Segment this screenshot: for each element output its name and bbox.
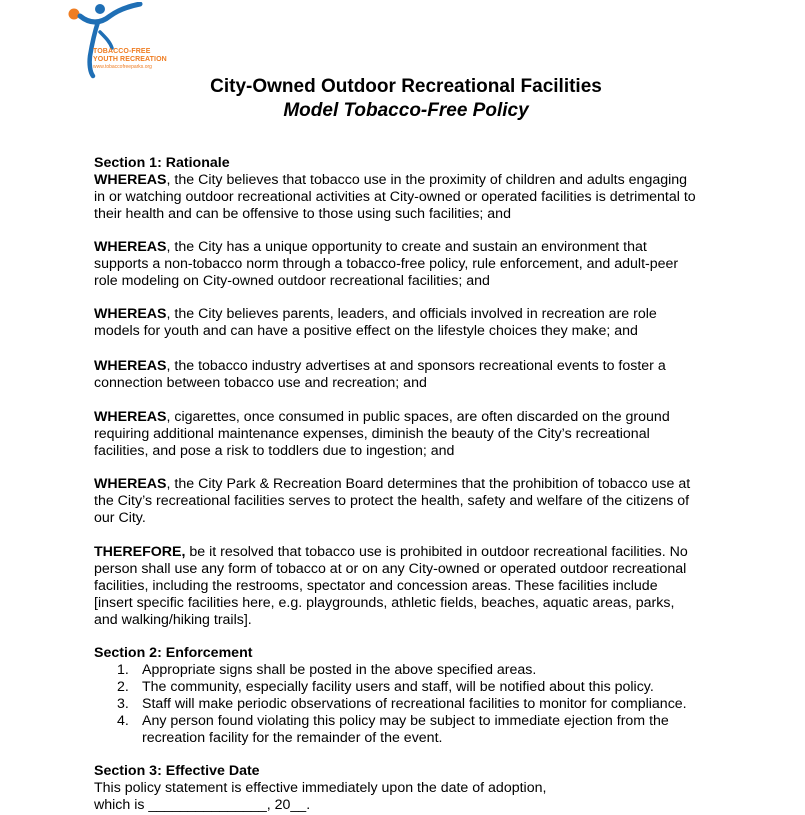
section-2	[94, 645, 252, 662]
section-2-heading: Section 2: Enforcement	[94, 645, 253, 661]
paragraph-3-line-1: WHEREAS, the City believes parents, leaders, and officials involved in recreation are role	[94, 306, 657, 322]
paragraph-5-line-2: requiring additional maintenance expenses, diminish the beauty of the City’s recreational	[94, 426, 650, 442]
logo-brand-text: TOBACCO-FREE YOUTH RECREATION	[93, 48, 167, 63]
therefore-line-4: [insert specific facilities here, e.g. playgrounds, athletic fields, beaches, aquatic areas, parks,	[94, 595, 675, 611]
paragraph-5-line-1: WHEREAS, cigarettes, once consumed in public spaces, are often discarded on the ground	[94, 409, 670, 425]
therefore-line-1: THEREFORE, be it resolved that tobacco use is prohibited in outdoor recreational facilities. No	[94, 544, 688, 560]
therefore-line-2: person shall use any form of tobacco at or on any City-owned or operated outdoor recreational	[94, 561, 687, 577]
paragraph-4-line-1: WHEREAS, the tobacco industry advertises at and sponsors recreational events to foster a	[94, 358, 666, 374]
paragraph-4	[94, 358, 666, 392]
section-3-heading: Section 3: Effective Date	[94, 763, 260, 779]
document-title: City-Owned Outdoor Recreational Facilities	[210, 76, 602, 97]
paragraph-3	[94, 306, 657, 340]
paragraph-1-line-2: in or watching outdoor recreational activities at City-owned or operated facilities is detrimental to	[94, 189, 696, 205]
therefore-line-3: facilities, including the restrooms, spectator and concession areas. These facilities include	[94, 578, 658, 594]
section-1	[94, 155, 696, 223]
paragraph-6-line-2: the City’s recreational facilities serves to protect the health, safety and welfare of the citizens of	[94, 493, 690, 509]
section-1-heading: Section 1: Rationale	[94, 155, 230, 171]
paragraph-2-line-2: supports a non-tobacco norm through a tobacco-free policy, rule enforcement, and adult-peer	[94, 256, 679, 272]
tobacco-free-youth-recreation-logo	[60, 2, 175, 80]
therefore-line-5: and walking/hiking trails].	[94, 612, 252, 628]
section-3	[94, 763, 546, 814]
logo-url: www.tobaccofreeparks.org	[93, 64, 152, 70]
paragraph-2	[94, 239, 678, 290]
paragraph-5-line-3: facilities, and pose a risk to toddlers due to ingestion; and	[94, 443, 455, 459]
section-3-line-2: which is _______________, 20__.	[94, 797, 311, 813]
paragraph-1-line-3: their health and can be offensive to those using such facilities; and	[94, 206, 511, 222]
paragraph-2-line-1: WHEREAS, the City has a unique opportunity to create and sustain an environment that	[94, 239, 647, 255]
paragraph-4-line-2: connection between tobacco use and recreation; and	[94, 375, 427, 391]
paragraph-therefore	[94, 544, 688, 629]
paragraph-1-line-1: WHEREAS, the City believes that tobacco use in the proximity of children and adults engaging	[94, 172, 688, 188]
paragraph-6-line-1: WHEREAS, the City Park & Recreation Board determines that the prohibition of tobacco use at	[94, 476, 691, 492]
paragraph-5	[94, 409, 670, 460]
document-page: TOBACCO-FREE YOUTH RECREATION www.tobaccofreeparks.org City-Owned Outdoor Recreational Facilities Model Tobacco-Free Policy Section 1: Rationale WHEREAS, the City believes that tobacco use in the proximity of children and adults engaging in or watching outdoor recreational activities at City-owned or operated facilities is detrimental to their health and can be offensive to those using such facilities; and WHEREAS, the City has a unique opportunity to create and sustain an environment that supports a non-tobacco norm through a tobacco-free policy, rule enforcement, and adult-peer role modeling on City-owned outdoor recreational facilities; and WHEREAS, the City believes parents, leaders, and officials involved in recreation are role models for youth and can have a positive effect on the lifestyle choices they make; and WHEREAS, the tobacco industry advertises at and sponsors recreational events to foster a connection between tobacco use and recreation; and WHEREAS, cigarettes, once consumed in public spaces, are often discarded on the ground requiring additional maintenance expenses, diminish the beauty of the City’s recreational facilities, and pose a risk to toddlers due to ingestion; and WHEREAS, the City Park & Recreation Board determines that the prohibition of tobacco use at the City’s recreational facilities serves to protect the health, safety and welfare of the citizens of our City. THEREFORE, be it resolved that tobacco use is prohibited in outdoor recreational facilities. No person shall use any form of tobacco at or on any City-owned or operated outdoor recreational facilities, including the restrooms, spectator and concession areas. These facilities include [insert specific facilities here, e.g. playgrounds, athletic fields, beaches, aquatic areas, parks, and walking/hiking trails]. Section 2: Enforcement 1. Appropriate signs shall be posted in the above specified areas. 2. The community, especially facility users and staff, will be notified about this policy. 3. Staff will make periodic observations of recreational facilities to monitor for compliance. 4. Any person found violating this policy may be subject to immediate ejection from the recreation facility for the remainder of the event. Section 3: Effective Date This policy statement is effective immediately upon the date of adoption, which is _______________, 20__.	[0, 0, 805, 815]
section-3-line-1: This policy statement is effective immediately upon the date of adoption,	[94, 780, 547, 796]
paragraph-6-line-3: our City.	[94, 510, 146, 526]
paragraph-6	[94, 476, 690, 527]
document-subtitle: Model Tobacco-Free Policy	[283, 100, 529, 121]
paragraph-2-line-3: role modeling on City-owned outdoor recreational facilities; and	[94, 273, 490, 289]
paragraph-3-line-2: models for youth and can have a positive effect on the lifestyle choices they make; and	[94, 323, 638, 339]
